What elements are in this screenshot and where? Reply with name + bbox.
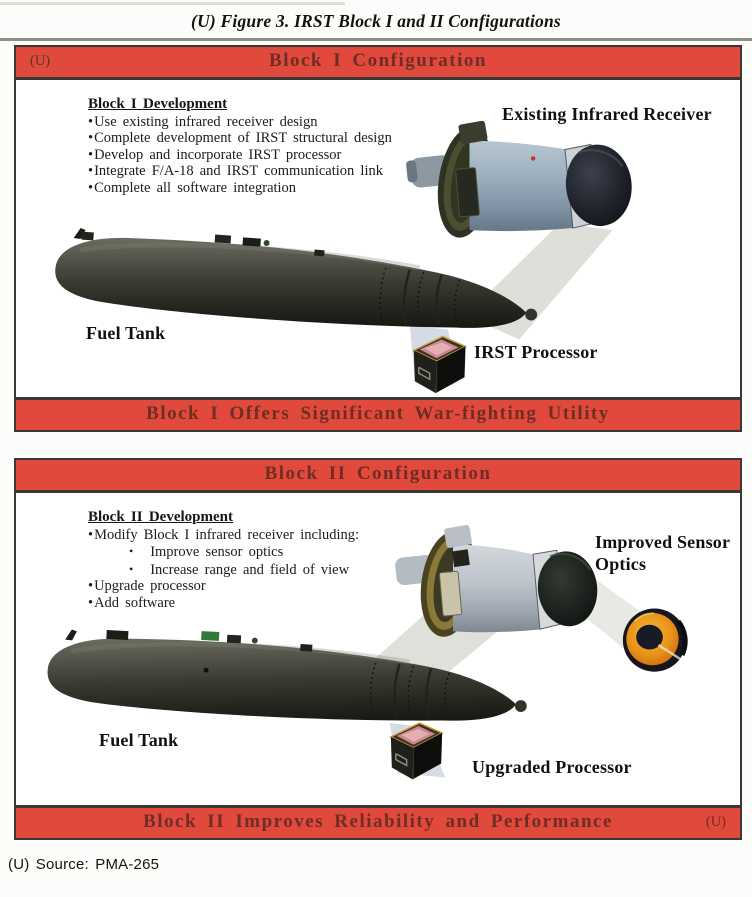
dev-bullet (88, 114, 392, 131)
block2-panel (14, 458, 742, 840)
label-existing-infrared-receiver: Existing Infrared Receiver (502, 104, 712, 124)
figure-caption: (U) Figure 3. IRST Block I and II Configurations (191, 11, 561, 31)
bullet-icon: • (88, 163, 94, 179)
fuel-tank-photo (55, 228, 537, 328)
dev-bullet-text: Increase range and field of view (150, 561, 350, 578)
dev-bullet (88, 147, 392, 164)
bullet-icon: • (88, 113, 94, 130)
block2-bottom-banner-title: Block II Improves Reliability and Performance (143, 811, 613, 832)
block2-bottom-banner (16, 805, 740, 838)
dev-bullet-text: Upgrade processor (94, 578, 206, 594)
label-upgraded-processor: Upgraded Processor (472, 757, 632, 777)
block1-top-banner (16, 47, 740, 80)
label-improved-sensor-optics (595, 531, 730, 575)
dev-sub-bullet (88, 543, 359, 561)
dev-bullet-text: Complete development of IRST structural design (94, 130, 392, 146)
bullet-icon: • (88, 146, 94, 163)
block2-development-list (88, 509, 359, 611)
block2-dev-heading: Block II Development (88, 509, 233, 525)
dev-bullet (88, 578, 359, 595)
block1-development-list (88, 96, 392, 196)
label-fuel-tank: Fuel Tank (99, 730, 179, 750)
block1-banner-title: Block I Configuration (269, 50, 487, 71)
block1-bottom-banner-title: Block I Offers Significant War-fighting Utility (146, 403, 610, 424)
bullet-icon: • (88, 130, 94, 146)
bullet-icon: • (88, 526, 94, 543)
dev-bullet-text: Integrate F/A-18 and IRST communication link (94, 163, 383, 179)
dev-sub-bullet (88, 561, 359, 579)
block1-bottom-banner (16, 397, 740, 430)
label-irst-processor: IRST Processor (474, 342, 598, 362)
label-improved-sensor-optics-line2: Optics (595, 554, 647, 574)
scan-artifact (0, 2, 345, 5)
dev-bullet (88, 595, 359, 612)
dev-bullet-text: Modify Block I infrared receiver including: (94, 526, 360, 543)
block2-banner-title: Block II Configuration (264, 463, 492, 484)
block2-top-banner (16, 460, 740, 493)
bullet-icon: • (88, 179, 94, 196)
dev-bullet (88, 130, 392, 147)
existing-infrared-receiver-photo (406, 120, 636, 241)
block1-panel (14, 45, 742, 432)
bullet-icon: • (88, 594, 94, 611)
horizontal-rule (0, 38, 752, 41)
bullet-icon: • (129, 544, 134, 558)
dev-bullet (88, 163, 392, 180)
bullet-icon: • (129, 561, 134, 576)
dev-bullet-text: Add software (94, 594, 176, 611)
dev-bullet-text: Complete all software integration (94, 179, 297, 196)
block2-classification-marking: (U) (705, 814, 726, 830)
dev-bullet (88, 180, 392, 197)
improved-sensor-optics-lens (623, 609, 686, 672)
dev-bullet-text: Develop and incorporate IRST processor (94, 146, 342, 163)
dev-bullet-text: Use existing infrared receiver design (94, 113, 318, 130)
block1-content (16, 80, 740, 397)
dev-bullet-text: Improve sensor optics (150, 544, 284, 560)
source-note: (U) Source: PMA-265 (8, 856, 160, 873)
block2-content (16, 493, 740, 805)
label-improved-sensor-optics-line1: Improved Sensor (595, 532, 731, 552)
dev-bullet (88, 527, 359, 544)
bullet-icon: • (88, 578, 94, 594)
label-fuel-tank: Fuel Tank (86, 323, 166, 343)
block1-dev-heading: Block I Development (88, 96, 228, 112)
block1-classification-marking: (U) (30, 53, 51, 69)
